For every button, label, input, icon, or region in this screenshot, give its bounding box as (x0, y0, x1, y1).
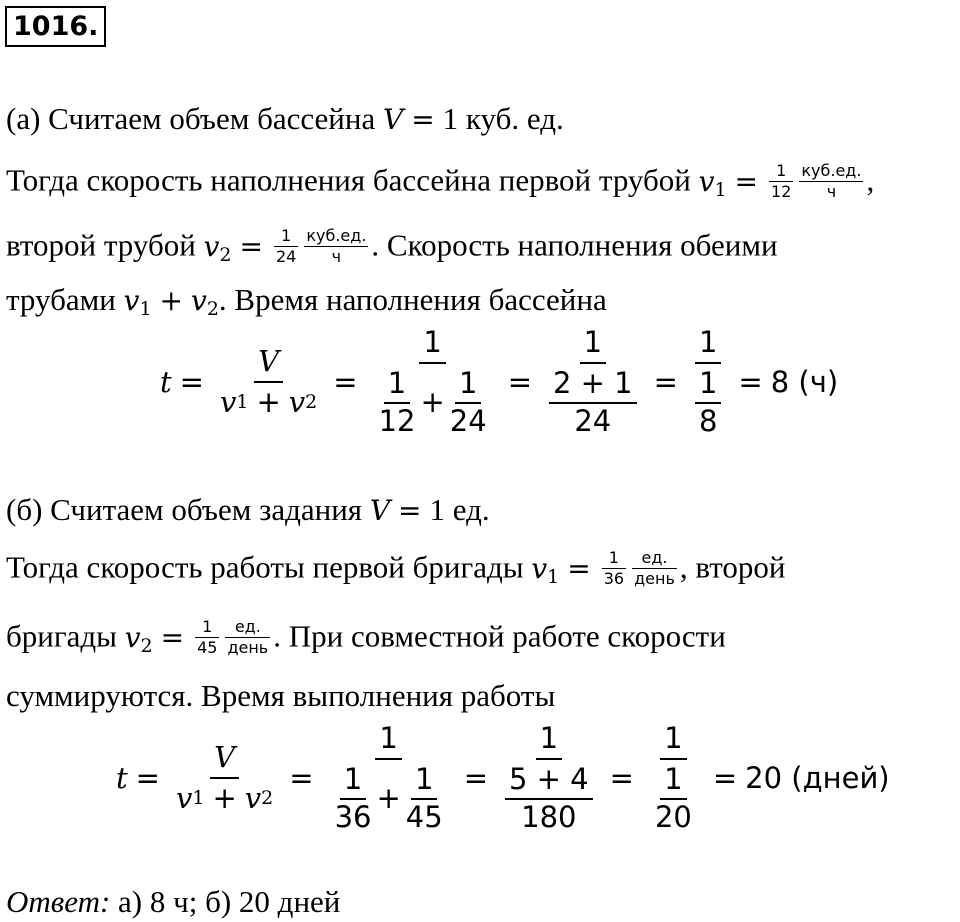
equals-sign: = (398, 494, 422, 527)
speed-fraction (769, 161, 793, 202)
part-b-line-3-text: бригады (6, 618, 125, 654)
equals-sign: = (712, 761, 738, 796)
fraction-one-over-simplified (690, 326, 726, 438)
unit-fraction (799, 161, 863, 202)
unit-denominator: день (227, 638, 269, 657)
part-b-line-2 (6, 550, 785, 591)
equals-sign: = (463, 761, 488, 796)
fraction-volume-over-speed (172, 741, 277, 816)
fraction-numerator: 1 (769, 161, 793, 182)
equals-sign: = (179, 365, 204, 400)
speed-variable: $v_2$ (124, 620, 153, 657)
part-a-line-2-tail: , (866, 162, 875, 198)
equals-sign: = (160, 620, 185, 654)
answer-label: Ответ: (6, 884, 111, 919)
fraction-denominator: 45 (197, 638, 218, 657)
part-a-result: 8 (ч) (770, 365, 839, 400)
fraction-denominator: 24 (275, 247, 297, 266)
part-b-equation (116, 722, 890, 834)
fraction-volume-over-speed (216, 345, 321, 420)
equals-sign: = (333, 365, 358, 400)
fraction-one-thirty-sixth: 1 36 (334, 762, 372, 834)
unit-fraction (632, 548, 677, 589)
plus-sign: + (256, 385, 281, 420)
part-a-line-4 (6, 284, 607, 319)
part-b-line-4-text: суммируются. Время выполнения работы (6, 678, 556, 713)
numerator: 1 (660, 722, 686, 760)
part-b-line-4 (6, 680, 555, 711)
equals-sign: = (734, 164, 759, 198)
time-variable: t (116, 761, 128, 796)
equals-sign: = (653, 365, 678, 400)
answer-line (6, 886, 340, 917)
speed-variable-1: v (175, 781, 193, 816)
fraction-denominator: 12 (771, 182, 792, 201)
fraction-simplified: 1 8 (695, 367, 721, 438)
unit-fraction (225, 617, 270, 658)
part-b-line-2-tail: , второй (679, 549, 786, 585)
volume-variable: V (214, 739, 236, 774)
part-b-line-2-text: Тогда скорость работы первой бригады (6, 549, 532, 585)
subscript: 2 (140, 634, 153, 657)
subscript: 1 (714, 178, 727, 201)
part-a-equation (160, 326, 838, 438)
equals-sign: = (609, 761, 634, 796)
plus-sign: + (159, 284, 183, 317)
fraction-combined: 5 + 4 180 (505, 763, 593, 834)
subscript: 1 (547, 565, 560, 588)
subscript: 1 (139, 298, 152, 320)
numerator: 1 (580, 326, 606, 364)
fraction-numerator: 1 (274, 226, 298, 247)
fraction-denominator: 36 (603, 569, 625, 588)
fraction-simplified: 1 20 (654, 762, 692, 834)
plus-sign: + (376, 781, 401, 816)
unit-numerator: куб.ед. (306, 226, 367, 245)
volume-value: 1 ед. (429, 492, 490, 527)
equals-sign: = (239, 229, 263, 263)
part-b-line-3-tail: . При совместной работе скорости (273, 618, 726, 654)
fraction-one-over-simplified (646, 722, 701, 834)
volume-variable: V (258, 343, 280, 378)
part-a-line-3-text: второй трубой (6, 227, 204, 263)
plus-sign: + (420, 385, 445, 420)
fraction-one-over-combined (544, 326, 642, 438)
fraction-one-forty-fifth: $\frac{1}{45}$ (405, 762, 443, 834)
fraction-combined: 2 + 1 24 (549, 367, 637, 438)
part-a-line-3 (6, 228, 778, 269)
problem-number: 1016. (5, 6, 106, 47)
volume-value: 1 куб. ед. (442, 101, 564, 136)
part-b-line-1 (6, 494, 490, 525)
unit-denominator: день (634, 569, 675, 588)
speed-variable-2: v (288, 385, 306, 420)
unit-fraction (304, 226, 368, 267)
equals-sign: = (135, 761, 160, 796)
unit-numerator: ед. (225, 617, 270, 638)
speed-variable: $v_1$ (531, 551, 560, 588)
equals-sign: = (567, 551, 591, 585)
fraction-one-over-sum (370, 326, 496, 438)
numerator: 1 (695, 326, 721, 364)
speed-variable-2: $v_2$ (191, 284, 219, 320)
speed-variable-2: v (244, 781, 262, 816)
part-a-line-1-text: (а) Считаем объем бассейна (6, 101, 383, 136)
speed-fraction (602, 548, 626, 589)
subscript: 2 (219, 243, 232, 266)
fraction-one-over-sum (326, 722, 452, 834)
subscript: 1 (192, 786, 205, 809)
unit-numerator: ед. (632, 548, 677, 569)
part-b-line-3 (6, 619, 726, 660)
speed-variable: $v_2$ (203, 229, 232, 266)
subscript: 2 (261, 786, 274, 809)
fraction-one-twenty-fourth: $\frac{1}{24}$ (449, 366, 487, 438)
unit-denominator: ч (331, 247, 342, 266)
equals-sign: = (411, 103, 435, 136)
speed-variable: $v_1$ (698, 164, 727, 201)
speed-variable-1: v (219, 385, 237, 420)
answer-text: а) 8 ч; б) 20 дней (110, 884, 341, 919)
fraction-numerator: 1 (195, 617, 219, 638)
fraction-one-over-combined (500, 722, 598, 834)
part-a-line-4-text: трубами (6, 282, 124, 317)
equals-sign: = (289, 761, 314, 796)
unit-numerator: куб.ед. (801, 161, 862, 180)
speed-variable-1: $v_1$ (123, 284, 152, 320)
time-variable: t (160, 365, 172, 400)
subscript: 2 (206, 298, 219, 320)
part-b-result: 20 (дней) (745, 761, 890, 796)
plus-sign: + (212, 781, 237, 816)
speed-fraction (195, 617, 219, 658)
part-a-line-2-text: Тогда скорость наполнения бассейна первой трубой (6, 162, 699, 198)
subscript: 2 (305, 390, 318, 413)
numerator: 1 (536, 722, 562, 760)
equals-sign: = (738, 365, 763, 400)
volume-variable: V (369, 494, 391, 527)
volume-variable: V (382, 103, 404, 136)
equals-sign: = (507, 365, 532, 400)
part-a-line-2 (6, 163, 874, 204)
unit-denominator: ч (826, 182, 837, 201)
numerator: 1 (375, 722, 401, 760)
fraction-one-twelfth: 1 12 (378, 366, 416, 438)
subscript: 1 (236, 390, 249, 413)
part-a-line-1 (6, 103, 564, 134)
part-a-line-4-tail: . Время наполнения бассейна (218, 282, 607, 317)
fraction-numerator: 1 (602, 548, 626, 569)
part-a-line-3-tail: . Скорость наполнения обеими (371, 227, 778, 263)
numerator: 1 (419, 326, 445, 364)
speed-fraction (274, 226, 298, 267)
part-b-line-1-text: (б) Считаем объем задания (6, 492, 370, 527)
